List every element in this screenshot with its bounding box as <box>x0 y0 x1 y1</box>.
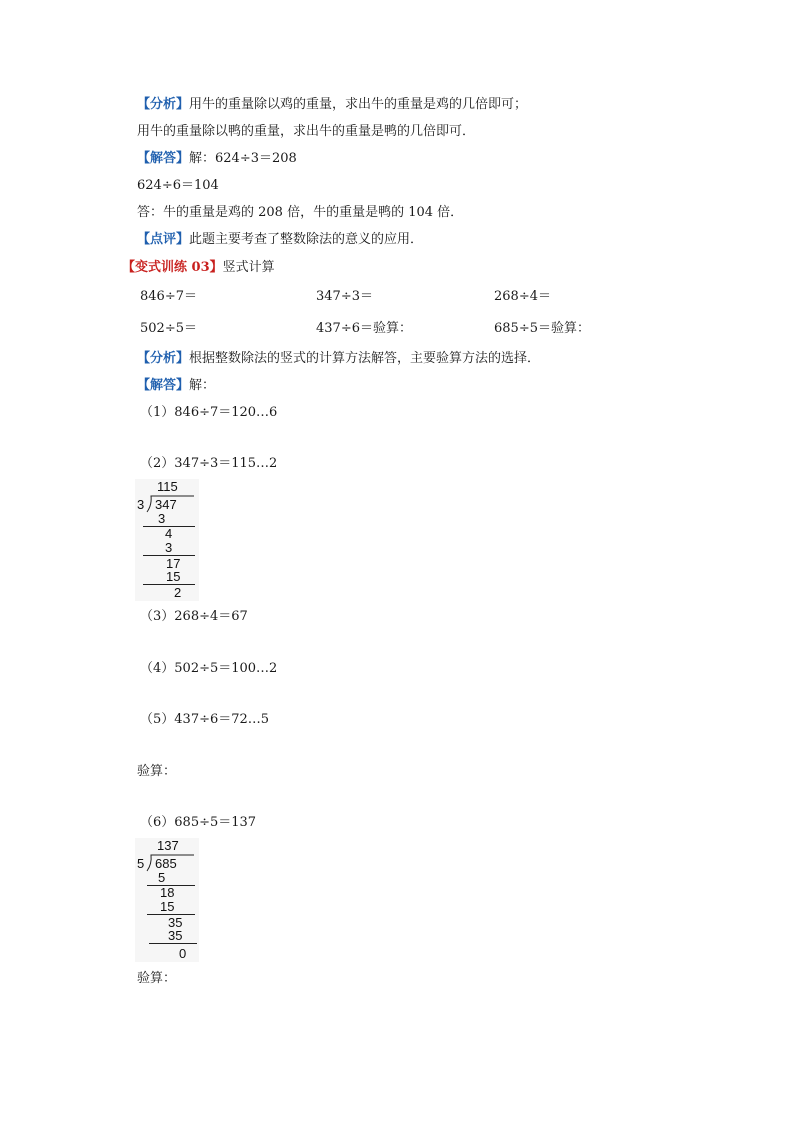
answer2-tag: 【解答】 <box>137 378 190 393</box>
long-division-1 <box>135 479 199 601</box>
ld1-dividend: 347 <box>155 497 177 512</box>
analysis-text-1: 用牛的重量除以鸡的重量，求出牛的重量是鸡的几倍即可； <box>189 97 528 112</box>
answer-tag: 【解答】 <box>137 151 190 166</box>
step-verify-1: 验算： <box>137 764 177 779</box>
problem-3: 268÷4＝ <box>494 289 551 304</box>
ld2-row-3: 15 <box>160 899 175 914</box>
answer-line-2 <box>137 177 219 195</box>
exercise-title: 竖式计算 <box>222 260 275 275</box>
problem-6: 685÷5＝验算： <box>494 321 590 336</box>
ld2-divisor: 5 <box>137 856 145 871</box>
comment-tag: 【点评】 <box>137 232 190 247</box>
ld1-divisor: 3 <box>137 497 145 512</box>
problem-1: 846÷7＝ <box>140 289 197 304</box>
step-2: （2）347÷3＝115…2 <box>140 456 278 471</box>
analysis-tag: 【分析】 <box>137 97 190 112</box>
answer-line-1 <box>137 150 297 168</box>
step-6: （6）685÷5＝137 <box>140 815 257 830</box>
ld2-row-2: 18 <box>160 885 175 900</box>
exercise-header <box>122 259 275 277</box>
answer-text-3: 答：牛的重量是鸡的 208 倍，牛的重量是鸭的 104 倍． <box>137 205 464 220</box>
ld2-row-5: 35 <box>168 928 183 943</box>
ld2-dividend: 685 <box>155 856 177 871</box>
analysis-text-2: 用牛的重量除以鸭的重量，求出牛的重量是鸭的几倍即可． <box>137 124 476 139</box>
ld1-row-6: 2 <box>174 585 182 600</box>
step-3: （3）268÷4＝67 <box>140 609 248 624</box>
answer-line-3 <box>137 204 463 222</box>
ld1-rule-3 <box>143 584 195 585</box>
analysis-line-2 <box>137 123 475 141</box>
step-4: （4）502÷5＝100…2 <box>140 661 278 676</box>
ld1-row-3: 3 <box>165 540 173 555</box>
analysis-line-1 <box>137 96 527 114</box>
ld2-row-4: 35 <box>168 915 183 930</box>
analysis2-text: 根据整数除法的竖式的计算方法解答，主要验算方法的选择． <box>189 351 541 366</box>
ld1-quotient: 115 <box>157 479 178 494</box>
step-1: （1）846÷7＝120…6 <box>140 405 278 420</box>
answer-text-2: 624÷6＝104 <box>137 178 219 193</box>
answer2-text: 解： <box>189 378 216 393</box>
step-verify-2: 验算： <box>137 971 177 986</box>
problem-4: 502÷5＝ <box>140 321 197 336</box>
ld2-row-6: 0 <box>179 946 187 961</box>
ld1-row-4: 17 <box>166 556 181 571</box>
analysis2-tag: 【分析】 <box>137 351 190 366</box>
answer2-line <box>137 377 215 395</box>
ld2-row-1: 5 <box>158 870 166 885</box>
exercise-tag: 【变式训练 03】 <box>122 260 223 275</box>
analysis2-line <box>137 350 540 368</box>
comment-line <box>137 231 423 249</box>
long-division-2 <box>135 838 199 962</box>
problem-2: 347÷3＝ <box>316 289 373 304</box>
ld2-quotient: 137 <box>157 838 179 853</box>
ld1-row-1: 3 <box>158 511 166 526</box>
step-5: （5）437÷6＝72…5 <box>140 712 270 727</box>
ld2-rule-3 <box>149 943 197 944</box>
answer-text-1: 解：624÷3＝208 <box>189 151 297 166</box>
ld1-row-2: 4 <box>165 526 173 541</box>
ld1-row-5: 15 <box>166 569 181 584</box>
problem-5: 437÷6＝验算： <box>316 321 412 336</box>
comment-text: 此题主要考查了整数除法的意义的应用． <box>189 232 424 247</box>
